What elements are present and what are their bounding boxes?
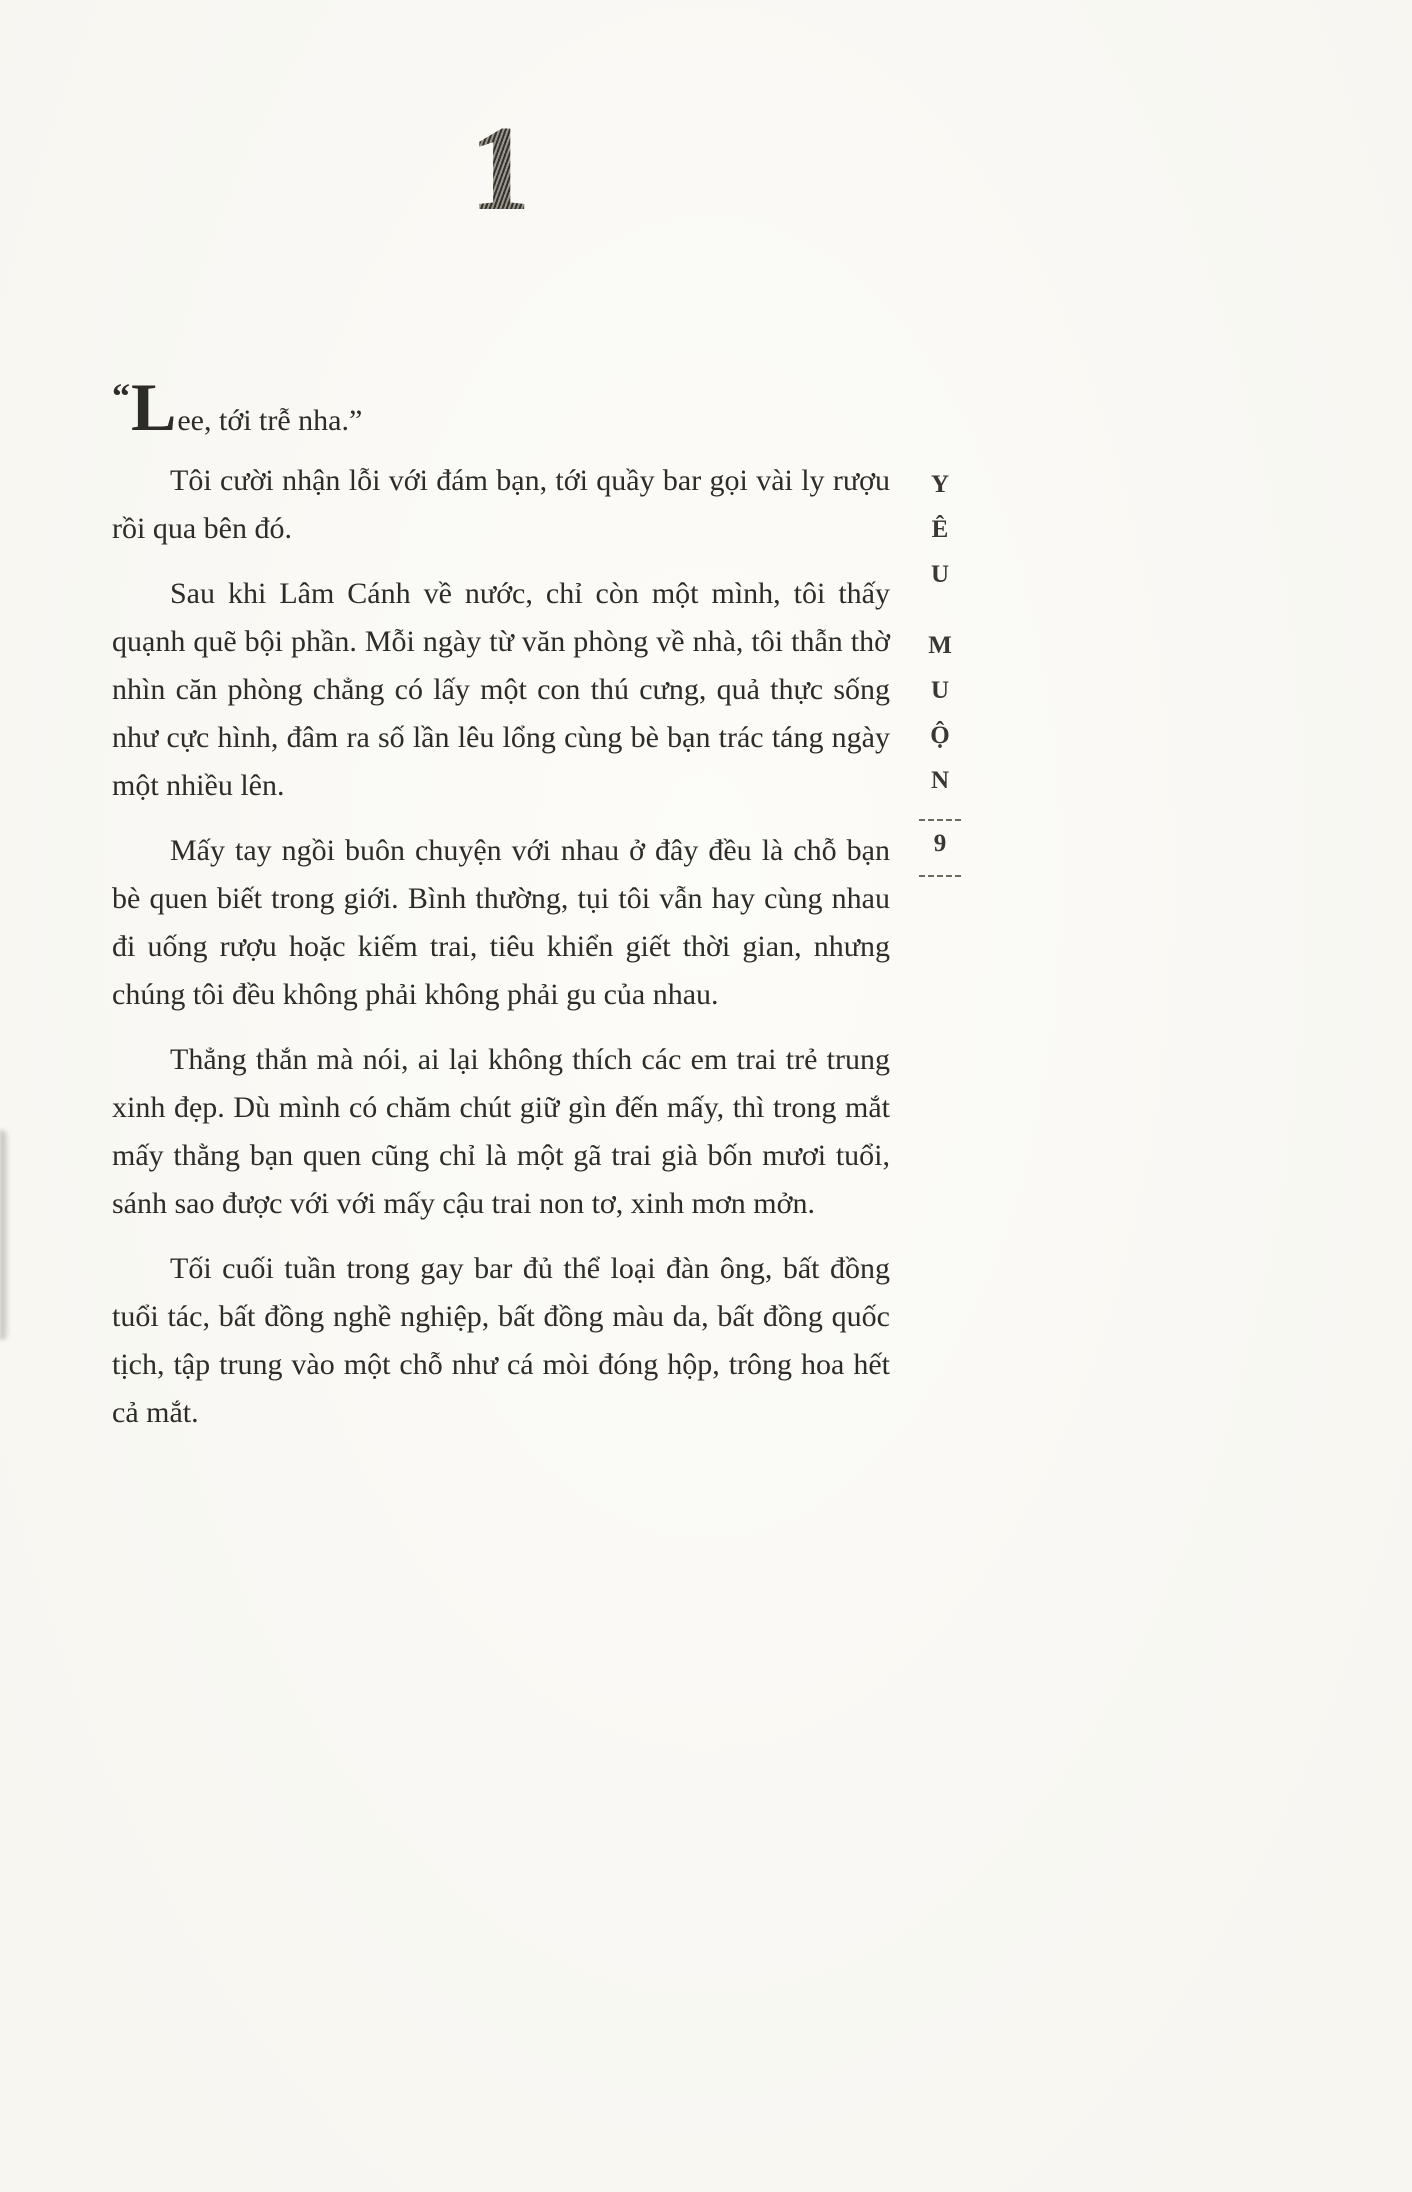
paragraph-4: Mấy tay ngồi buôn chuyện với nhau ở đây đều là chỗ bạn bè quen biết trong giới. Bình thường, tụi tôi vẫn hay cùng nhau đi uống rượu hoặc kiếm trai, tiêu khiển giết thời gian, nhưng chúng tôi đều không phải không phải gu của nhau. (112, 834, 890, 1011)
book-title-letter: Y (930, 471, 950, 498)
paragraph-5: Thẳng thắn mà nói, ai lại không thích các em trai trẻ trung xinh đẹp. Dù mình có chăm chút giữ gìn đến mấy, thì trong mắt mấy thằng bạn quen cũng chỉ là một gã trai già bốn mươi tuổi, sánh sao được với với mấy cậu trai non tơ, xinh mơn mởn. (112, 1043, 890, 1220)
chapter-number: 1 (469, 101, 533, 236)
body-text-block (112, 369, 890, 1454)
chapter-heading (112, 101, 890, 236)
paragraph-1-text: ee, tới trễ nha.” (177, 404, 363, 437)
scan-shadow-artifact (0, 1130, 10, 1340)
page-number: 9 (933, 830, 947, 857)
book-title-letter: Ộ (930, 722, 950, 749)
drop-cap: L (131, 369, 178, 445)
divider-dash-bottom (919, 875, 961, 877)
book-title-letter: Ê (931, 516, 949, 543)
book-title-letter: M (928, 632, 952, 659)
paragraph-1 (112, 369, 890, 445)
book-title-letter: N (930, 767, 950, 794)
book-title-letter: U (930, 561, 950, 588)
book-title-letter: U (930, 677, 950, 704)
paragraph-2: Tôi cười nhận lỗi với đám bạn, tới quầy bar gọi vài ly rượu rồi qua bên đó. (112, 464, 890, 545)
page-margin-sidebar (914, 462, 966, 877)
paragraph-3: Sau khi Lâm Cánh về nước, chỉ còn một mình, tôi thấy quạnh quẽ bội phần. Mỗi ngày từ văn phòng về nhà, tôi thẫn thờ nhìn căn phòng chẳng có lấy một con thú cưng, quả thực sống như cực hình, đâm ra số lần lêu lổng cùng bè bạn trác táng ngày một nhiều lên. (112, 577, 890, 802)
divider-dash-top (919, 819, 961, 821)
opening-quote: “ (112, 376, 131, 416)
paragraph-6: Tối cuối tuần trong gay bar đủ thể loại đàn ông, bất đồng tuổi tác, bất đồng nghề nghiệp, bất đồng màu da, bất đồng quốc tịch, tập trung vào một chỗ như cá mòi đóng hộp, trông hoa hết cả mắt. (112, 1252, 890, 1429)
